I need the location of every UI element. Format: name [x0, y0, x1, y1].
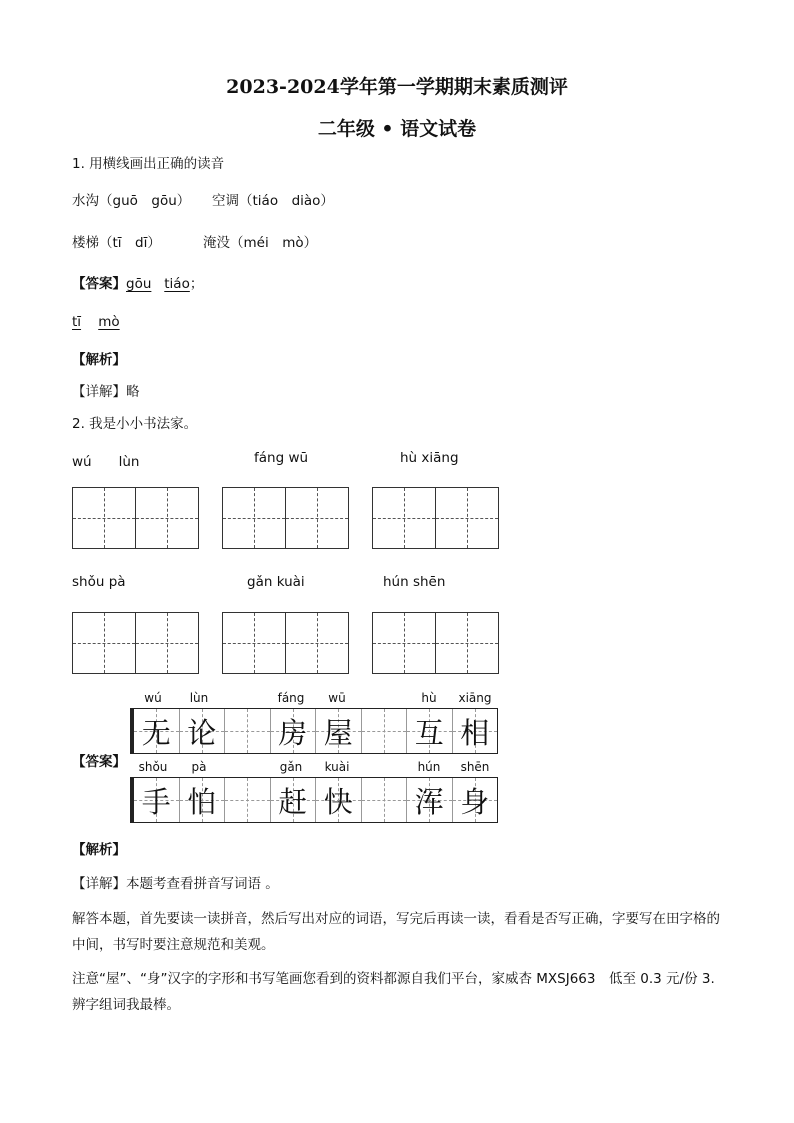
answer-pinyin: shēn: [460, 760, 490, 774]
answer-pinyin: kuài: [324, 760, 350, 774]
answer-char-cell: [316, 709, 362, 753]
answer-pinyin: fáng: [277, 691, 305, 705]
answer-pinyin: wū: [328, 691, 346, 705]
pinyin-fangwu: fáng wū: [254, 450, 309, 466]
tianzige-grid-fangwu[interactable]: [222, 487, 349, 549]
q2-question: 2. 我是小小书法家。: [72, 416, 198, 432]
answer-tianzige-row2: [130, 777, 498, 823]
answer-char: 怕: [187, 784, 217, 819]
pinyin-gankuai: gǎn kuài: [247, 574, 305, 590]
q1-question: 1. 用横线画出正确的读音: [72, 156, 225, 172]
answer-char-cell: [453, 778, 498, 822]
answer-char: 赶: [278, 784, 308, 819]
q2-note-paragraph: 注意“屋”、“身”汉字的字形和书写笔画您看到的资料都源自我们平台，家威杏 MXSJ663 低至 0.3 元/份 3. 辨字组词我最棒。: [72, 971, 715, 1013]
answer-char: 屋: [323, 715, 353, 750]
answer-pinyin: hún: [417, 760, 441, 774]
q2-analysis-label: 【解析】: [72, 842, 126, 858]
q1-item-louti: 楼梯（tī dī）: [72, 235, 161, 251]
answer-char: 房: [278, 715, 308, 750]
q2-answer-label: 【答案】: [72, 754, 126, 770]
page-title: 2023-2024学年第一学期期末素质测评: [226, 76, 568, 98]
answer-char: 无: [141, 715, 171, 750]
answer-char-cell: [225, 778, 271, 822]
answer-char: 浑: [414, 784, 444, 819]
answer-tiao: tiáo: [164, 276, 190, 292]
q1-item-yanmo: 淹没（méi mò）: [203, 235, 318, 251]
tianzige-grid-shoupa[interactable]: [72, 612, 199, 674]
tianzige-grid-huxiang[interactable]: [372, 487, 499, 549]
q2-detail: 【详解】本题考查看拼音写词语 。: [72, 876, 279, 892]
answer-char: 快: [323, 784, 353, 819]
pinyin-huxiang: hù xiāng: [400, 450, 459, 466]
pinyin-hunshen: hún shēn: [383, 574, 446, 590]
answer-char: 论: [187, 715, 217, 750]
q1-item-shuigou: 水沟（guō gōu）: [72, 193, 191, 209]
pinyin-wulun: wú lùn: [72, 454, 140, 470]
q1-item-kongtiao: 空调（tiáo diào）: [212, 193, 334, 209]
q1-analysis-label: 【解析】: [72, 352, 126, 368]
q1-answer-line2: [72, 314, 120, 330]
answer-tianzige-row1: [130, 708, 498, 754]
answer-char: 相: [460, 715, 490, 750]
answer-char: 手: [141, 784, 171, 819]
pinyin-shoupa: shǒu pà: [72, 574, 126, 590]
q1-detail: 【详解】略: [72, 384, 140, 400]
answer-char: 互: [414, 715, 444, 750]
answer-char-cell: [271, 709, 317, 753]
answer-char-cell: [407, 709, 453, 753]
answer-char-cell: [134, 709, 180, 753]
answer-char-cell: [180, 778, 226, 822]
tianzige-grid-hunshen[interactable]: [372, 612, 499, 674]
q1-answer: [72, 272, 203, 292]
answer-pinyin: xiāng: [458, 691, 492, 705]
tianzige-grid-wulun[interactable]: [72, 487, 199, 549]
answer-char-cell: [225, 709, 271, 753]
answer-gou: gōu: [126, 276, 152, 292]
tianzige-grid-gankuai[interactable]: [222, 612, 349, 674]
answer-char-cell: [362, 778, 408, 822]
answer-ti: tī: [72, 314, 82, 330]
answer-pinyin: lùn: [189, 691, 209, 705]
answer-char-cell: [407, 778, 453, 822]
answer-label: 【答案】: [72, 276, 126, 292]
q2-explanation-paragraph: 解答本题，首先要读一读拼音，然后写出对应的词语，写完后再读一读，看看是否写正确，字要写在田字格的中间，书写时要注意规范和美观。: [72, 911, 720, 953]
answer-char-cell: [316, 778, 362, 822]
answer-char: 身: [460, 784, 490, 819]
answer-pinyin: wú: [144, 691, 162, 705]
answer-pinyin: pà: [191, 760, 207, 774]
answer-pinyin: hù: [421, 691, 437, 705]
answer-pinyin: gǎn: [279, 760, 303, 774]
answer-char-cell: [271, 778, 317, 822]
answer-char-cell: [134, 778, 180, 822]
page-subtitle: 二年级 • 语文试卷: [317, 118, 477, 140]
answer-char-cell: [362, 709, 408, 753]
answer-separator: ；: [189, 276, 204, 292]
answer-char-cell: [180, 709, 226, 753]
answer-char-cell: [453, 709, 498, 753]
answer-pinyin: shǒu: [138, 760, 168, 774]
answer-mo: mò: [98, 314, 120, 330]
